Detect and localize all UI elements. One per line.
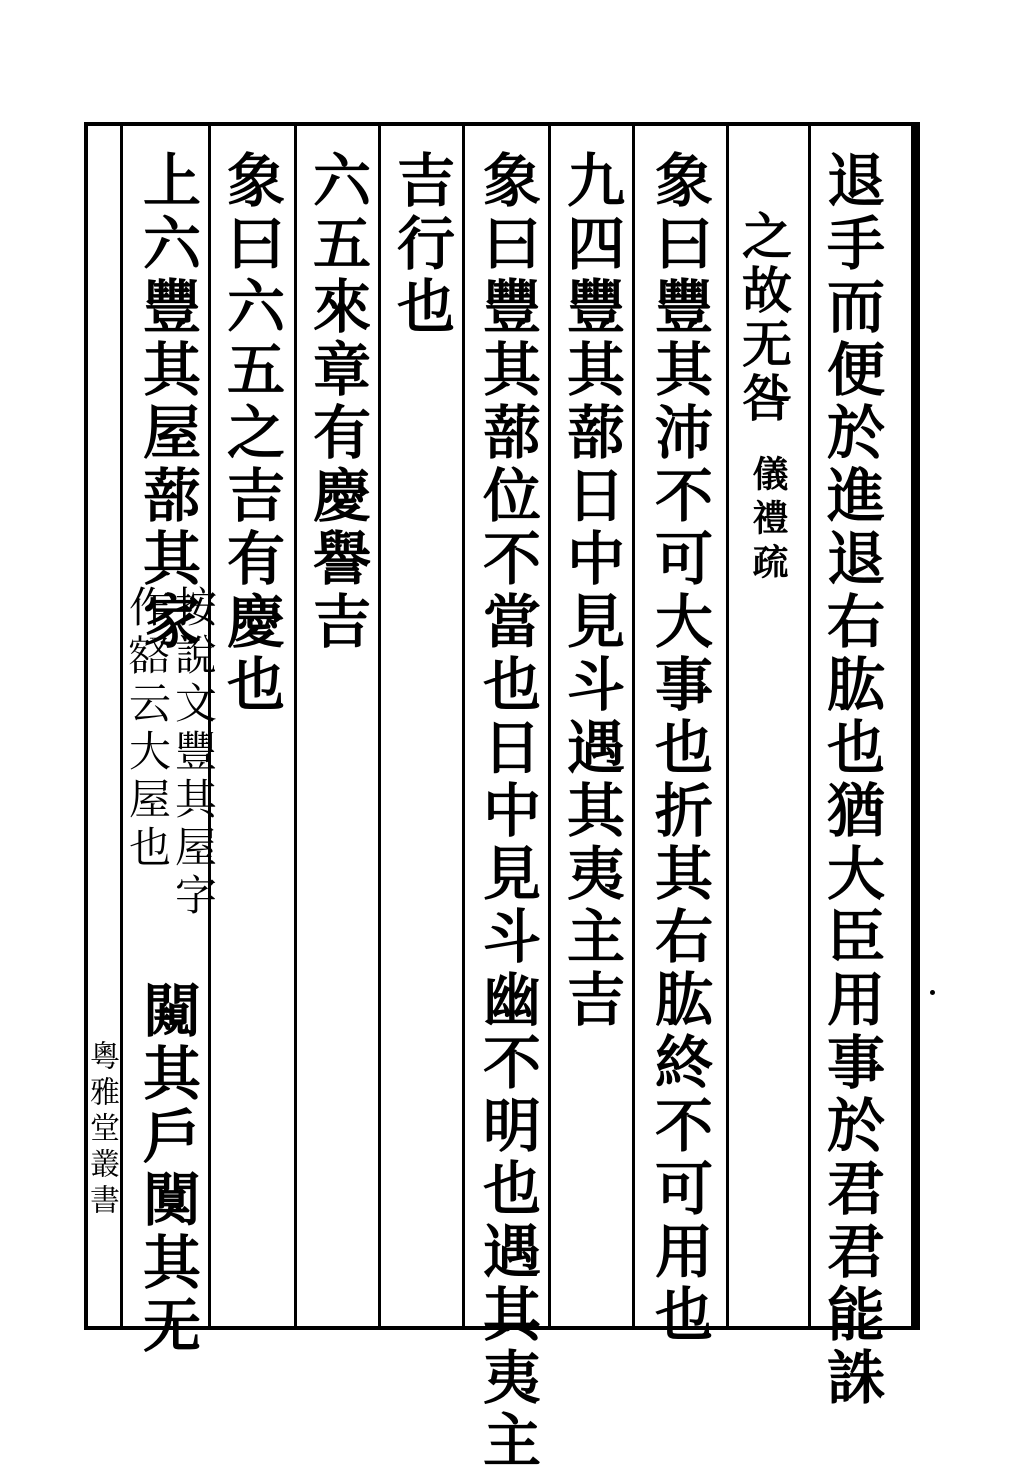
- text-column-9-continued: 闚其戶闃其无: [133, 980, 201, 1358]
- text-column-5: 象曰豐其蔀位不當也日中見斗幽不明也遇其夷主: [473, 150, 541, 1473]
- text-column-7: 六五來章有慶譽吉: [303, 150, 371, 654]
- column-rule: [294, 122, 297, 1330]
- column-rule: [378, 122, 381, 1330]
- annotation-note: 按說文豐其屋字: [169, 585, 218, 921]
- text-column-9: 上六豐其屋蔀其家: [133, 150, 201, 654]
- text-column-4: 九四豐其蔀日中見斗遇其夷主吉: [557, 150, 625, 1032]
- text-column-2: 之故无咎: [734, 210, 793, 426]
- column-rule: [808, 122, 811, 1330]
- column-rule: [632, 122, 635, 1330]
- text-column-3: 象曰豐其沛不可大事也折其右肱終不可用也: [645, 150, 713, 1347]
- annotation-note: 作𡪞云大屋也: [123, 585, 172, 873]
- text-column-6: 吉行也: [387, 150, 455, 339]
- column-rule: [462, 122, 465, 1330]
- text-column-1: 退手而便於進退右肱也猶大臣用事於君君能誅: [817, 150, 885, 1410]
- annotation-note: 儀禮疏: [747, 455, 789, 587]
- punctuation-mark: [930, 990, 935, 995]
- text-column-8: 象曰六五之吉有慶也: [217, 150, 285, 717]
- publisher-imprint: 粵雅堂叢書: [84, 1040, 119, 1220]
- column-rule: [548, 122, 551, 1330]
- column-rule: [726, 122, 729, 1330]
